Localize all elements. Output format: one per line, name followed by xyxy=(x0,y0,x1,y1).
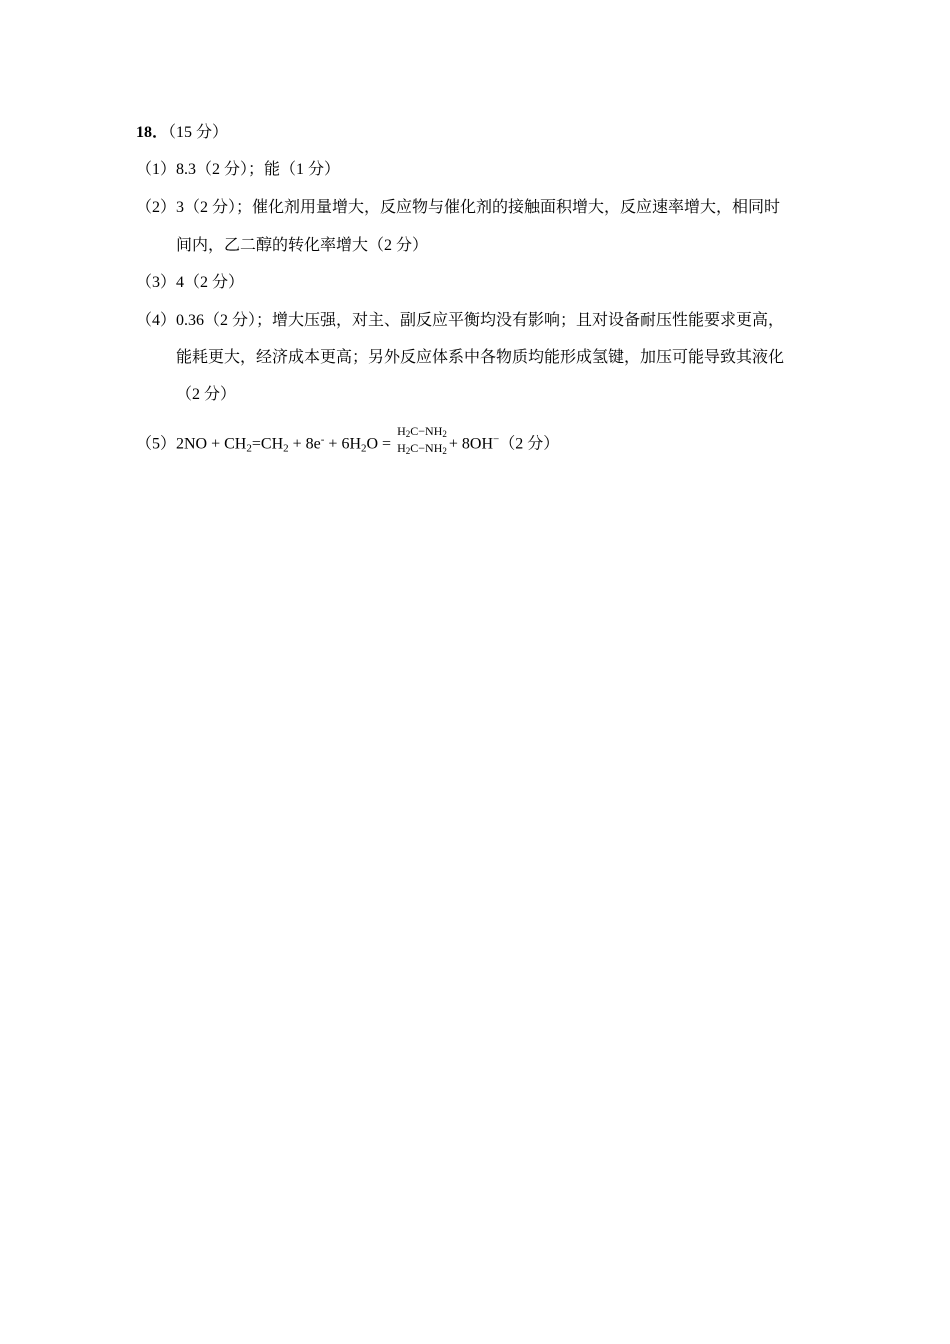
question-heading xyxy=(136,122,228,144)
eq-part: =CH xyxy=(251,435,284,453)
answer-2-line-2: 间内，乙二醇的转化率增大（2 分） xyxy=(176,237,429,254)
question-points: （15 分） xyxy=(168,124,229,141)
answer-2-line-1: （2）3（2 分）；催化剂用量增大，反应物与催化剂的接触面积增大，反应速率增大，相同时 xyxy=(136,199,781,216)
ethylenediamine-structure xyxy=(397,424,447,458)
question-number: 18． xyxy=(136,124,169,141)
eq-sup: − xyxy=(493,433,500,446)
answer-4-line-3: （2 分） xyxy=(176,386,237,403)
eq-sub: 2 xyxy=(283,442,289,455)
answer-3: （3）4（2 分） xyxy=(136,274,245,291)
eq-sub: 2 xyxy=(361,442,367,455)
eq-part: + 8OH xyxy=(448,435,493,453)
eq-sub: 2 xyxy=(246,442,252,455)
answer-5-equation xyxy=(136,424,560,462)
answer-4-line-2: 能耗更大，经济成本更高；另外反应体系中各物质均能形成氢键，加压可能导致其液化 xyxy=(176,349,785,366)
eq-part: + 6H xyxy=(324,435,361,453)
eq-sup: - xyxy=(320,433,325,446)
eq-points: （2 分） xyxy=(499,435,560,453)
structure-row-2: H2C−NH2 xyxy=(397,441,447,456)
structure-row-1: H2C−NH2 xyxy=(397,424,447,439)
eq-part: + 8e xyxy=(288,435,321,453)
eq-prefix: （5）2NO + CH xyxy=(136,435,247,453)
answer-1: （1）8.3（2 分）；能（1 分） xyxy=(136,161,341,178)
eq-part: O = xyxy=(366,435,396,453)
answer-4-line-1: （4）0.36（2 分）；增大压强，对主、副反应平衡均没有影响；且对设备耐压性能要求更高， xyxy=(136,312,785,329)
